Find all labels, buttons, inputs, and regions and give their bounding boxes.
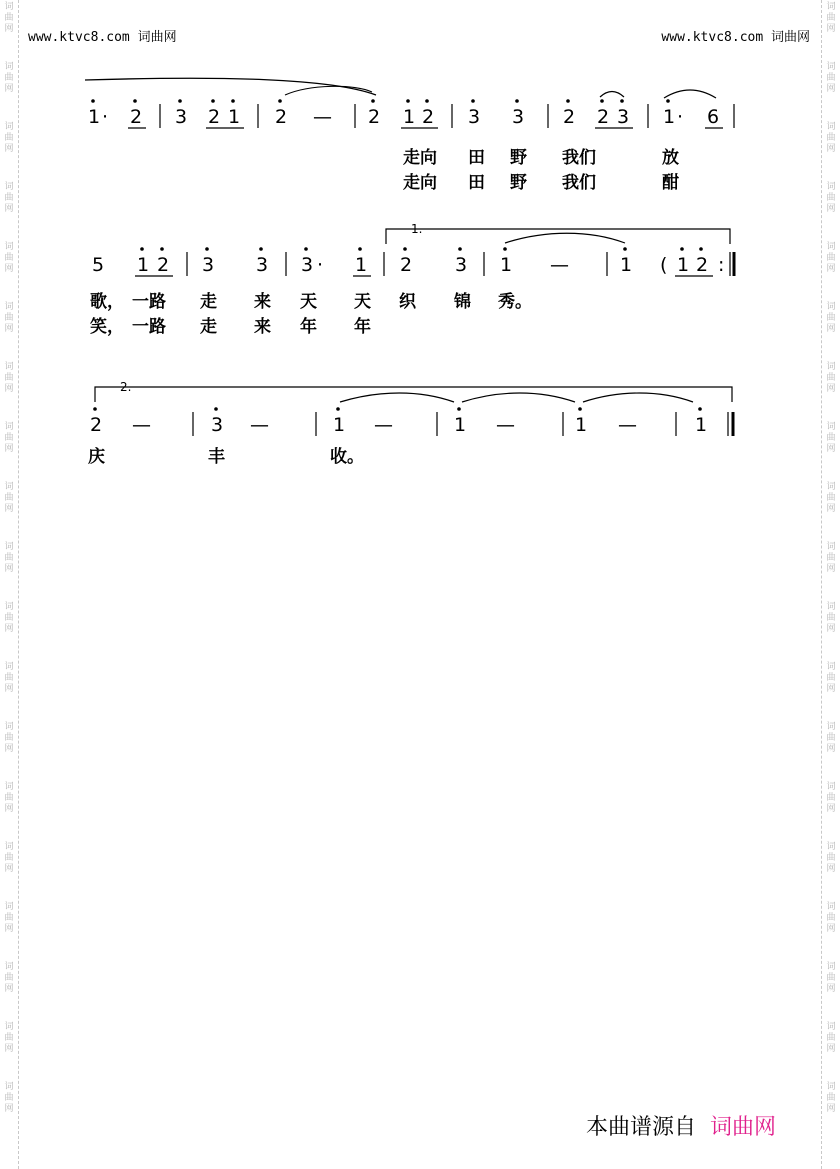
watermark-mark: 词 曲 网 (4, 62, 14, 94)
note: 2 (157, 254, 170, 276)
note: 2 (90, 414, 103, 436)
octave-dots (93, 407, 702, 411)
lyric: 我们 (562, 173, 596, 193)
dot: · (102, 106, 109, 128)
lyric: 锦 (454, 292, 471, 312)
lyric: 歌， (90, 292, 124, 312)
watermark-mark: 词 曲 网 (826, 662, 836, 694)
watermark-mark: 词 曲 网 (826, 542, 836, 574)
watermark-mark: 词 曲 网 (826, 482, 836, 514)
tie (583, 393, 693, 402)
lyric: 年 (354, 317, 371, 337)
watermark-mark: 词 曲 网 (4, 902, 14, 934)
lyric: 收。 (330, 447, 364, 467)
watermark-mark: 词 曲 网 (826, 842, 836, 874)
watermark-mark: 词 曲 网 (4, 662, 14, 694)
dot: · (677, 106, 684, 128)
lyric: 一路 (132, 317, 166, 337)
note: 1 (137, 254, 150, 276)
note: 2 (597, 106, 610, 128)
watermark-mark: 词 曲 网 (4, 362, 14, 394)
note: 3 (211, 414, 224, 436)
watermark-mark: 词 曲 网 (4, 962, 14, 994)
lyric: 秀。 (498, 292, 532, 312)
watermark-mark: 词 曲 网 (826, 122, 836, 154)
header-site-right[interactable]: www.ktvc8.com 词曲网 (661, 30, 810, 45)
score-line-3 (90, 380, 733, 436)
note: 5 (92, 254, 105, 276)
note: 1 (228, 106, 241, 128)
dash: — (550, 254, 569, 276)
note: 6 (707, 106, 720, 128)
note: 2 (368, 106, 381, 128)
lyric: 来 (254, 292, 271, 312)
note: 3 (617, 106, 630, 128)
watermark-mark: 词 曲 网 (826, 1082, 836, 1114)
lyric: 庆 (88, 447, 105, 467)
watermark-mark: 词 曲 网 (826, 302, 836, 334)
watermark-mark: 词 曲 网 (4, 722, 14, 754)
note: 1 (355, 254, 368, 276)
bar-lines (160, 104, 734, 128)
lyric: 天 (300, 292, 317, 312)
note: 1 (403, 106, 416, 128)
watermark-mark: 词 曲 网 (826, 182, 836, 214)
lyric: 酣 (662, 173, 679, 193)
watermark-mark: 词 曲 网 (4, 302, 14, 334)
note: 1 (695, 414, 708, 436)
octave-dots (140, 247, 703, 251)
watermark-mark: 词 曲 网 (826, 962, 836, 994)
dash: — (618, 414, 637, 436)
watermark-mark: 词 曲 网 (826, 602, 836, 634)
octave-dots (91, 99, 670, 103)
note: 1 (454, 414, 467, 436)
note: 2 (422, 106, 435, 128)
footer-source-label: 本曲谱源自 (586, 1115, 697, 1140)
watermark-mark: 词 曲 网 (4, 542, 14, 574)
lyric: 野 (510, 148, 527, 168)
lyric: 一路 (132, 292, 166, 312)
lyric: 织 (399, 292, 416, 312)
watermark-mark: 词 曲 网 (826, 242, 836, 274)
watermark-mark: 词 曲 网 (4, 782, 14, 814)
watermark-mark: 词 曲 网 (4, 602, 14, 634)
footer-source (586, 1110, 776, 1141)
dash: — (374, 414, 393, 436)
watermark-mark: 词 曲 网 (826, 1022, 836, 1054)
watermark-mark: 词 曲 网 (4, 182, 14, 214)
note: 1 (500, 254, 513, 276)
tie (462, 393, 575, 402)
watermark-mark: 词 曲 网 (826, 2, 836, 34)
note: 2 (400, 254, 413, 276)
watermark-mark: 词 曲 网 (826, 782, 836, 814)
volta-label: 2. (120, 380, 132, 394)
dash: — (250, 414, 269, 436)
lyric: 年 (300, 317, 317, 337)
repeat-dots: : (718, 254, 725, 276)
footer-brand-link[interactable]: 词曲网 (710, 1115, 777, 1140)
watermark-mark: 词 曲 网 (4, 242, 14, 274)
note: 1 (333, 414, 346, 436)
note: 2 (208, 106, 221, 128)
lyric: 走 (200, 317, 217, 337)
watermark-mark: 词 曲 网 (4, 2, 14, 34)
watermark-mark: 词 曲 网 (4, 1082, 14, 1114)
watermark-mark: 词 曲 网 (4, 122, 14, 154)
watermark-mark: 词 曲 网 (4, 482, 14, 514)
lyric: 田 (468, 173, 485, 193)
dash: — (496, 414, 515, 436)
watermark-mark: 词 曲 网 (826, 362, 836, 394)
note: 1 (88, 106, 101, 128)
score-line-1 (85, 78, 734, 128)
note: 3 (455, 254, 468, 276)
note: 1 (663, 106, 676, 128)
note: 1 (575, 414, 588, 436)
note: 3 (301, 254, 314, 276)
tie (664, 90, 716, 98)
watermark-mark: 词 曲 网 (4, 422, 14, 454)
tie (505, 233, 625, 243)
lyric: 野 (510, 173, 527, 193)
dash: — (313, 106, 332, 128)
lyric: 走向 (403, 173, 437, 193)
lyric: 走 (200, 292, 217, 312)
note: 3 (175, 106, 188, 128)
note: 2 (563, 106, 576, 128)
volta-bracket-1 (386, 229, 730, 244)
volta-label: 1. (411, 222, 423, 236)
lyric: 天 (354, 292, 371, 312)
note: 3 (256, 254, 269, 276)
note: 2 (130, 106, 143, 128)
watermark-mark: 词 曲 网 (826, 422, 836, 454)
note: 3 (202, 254, 215, 276)
dash: — (132, 414, 151, 436)
watermark-mark: 词 曲 网 (826, 722, 836, 754)
volta-bracket-2 (95, 387, 732, 402)
lyric: 笑， (90, 317, 124, 337)
watermark-mark: 词 曲 网 (826, 62, 836, 94)
watermark-mark: 词 曲 网 (4, 842, 14, 874)
tie (340, 393, 454, 402)
header-site-left[interactable]: www.ktvc8.com 词曲网 (28, 30, 177, 45)
note: 2 (275, 106, 288, 128)
lyric: 我们 (562, 148, 596, 168)
lyric: 来 (254, 317, 271, 337)
bracket: ( (660, 254, 668, 276)
lyric: 走向 (403, 148, 437, 168)
watermark-mark: 词 曲 网 (826, 902, 836, 934)
lyric: 放 (662, 148, 679, 168)
score-line-2 (92, 222, 734, 276)
note: 2 (696, 254, 709, 276)
tie (600, 92, 624, 98)
watermark-mark: 词 曲 网 (4, 1022, 14, 1054)
note: 1 (620, 254, 633, 276)
lyric: 田 (468, 148, 485, 168)
dot: · (317, 254, 324, 276)
note: 1 (677, 254, 690, 276)
lyric: 丰 (208, 447, 225, 467)
note: 3 (512, 106, 525, 128)
note: 3 (468, 106, 481, 128)
